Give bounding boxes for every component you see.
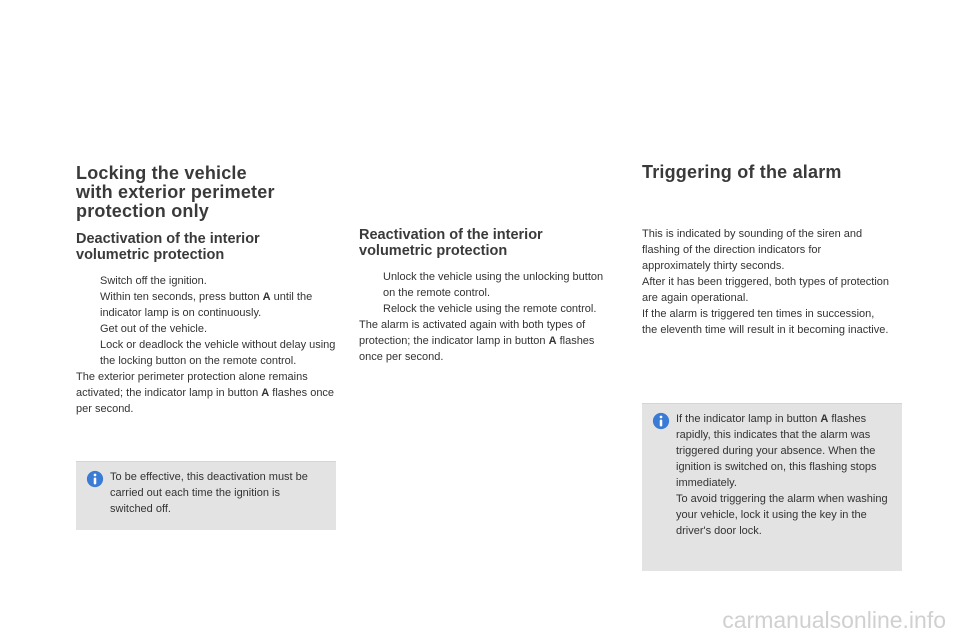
info-box-deactivation [76,461,336,530]
info-text: To be effective, this deactivation must be carried out each time the ignition is switched off. [110,471,308,515]
title-line: protection only [76,201,209,221]
info-icon [652,412,670,430]
column-triggering [642,163,892,338]
list-item: Relock the vehicle using the remote control. [383,303,597,315]
subtitle-line: volumetric protection [359,243,508,259]
subtitle-line: Deactivation of the interior [76,231,260,247]
triggering-description [642,226,892,338]
list-item: Get out of the vehicle. [100,323,208,335]
list-item: Lock or deadlock the vehicle without delay using the locking button on the remote control. [100,339,336,367]
column-reactivation [359,227,605,365]
watermark: carmanualsonline.info [722,607,946,633]
title-line: Locking the vehicle [76,163,247,183]
list-item: Switch off the ignition. [100,275,207,287]
subtitle-line: volumetric protection [76,247,225,263]
list-item: Unlock the vehicle using the unlocking button on the remote control. [383,271,604,299]
subtitle-line: Reactivation of the interior [359,227,543,243]
subtitle-reactivation [359,227,605,259]
info-box-triggering [642,403,902,571]
section-title-locking [76,164,338,221]
info-icon [86,470,104,488]
title-line: with exterior perimeter [76,182,275,202]
deactivation-result: The exterior perimeter protection alone remains activated; the indicator lamp in button A flashes once per second. [76,371,335,415]
reactivation-steps [359,269,605,317]
list-item: Within ten seconds, press button A until the indicator lamp is on continuously. [100,291,313,319]
paragraph: After it has been triggered, both types of protection are again operational. [642,276,890,304]
info-text: If the indicator lamp in button A flashes rapidly, this indicates that the alarm was triggered during your absence. When the ignition is switched on, this flashing stops immediately. To avoid triggering the alarm when washing your vehicle, lock it using the key in the driver's door lock. [676,413,888,537]
paragraph: If the alarm is triggered ten times in succession, the eleventh time will result in it becoming inactive. [642,308,889,336]
column-locking [76,164,338,417]
paragraph: This is indicated by sounding of the siren and flashing of the direction indicators for approximately thirty seconds. [642,228,863,272]
deactivation-steps [76,273,338,369]
subtitle-deactivation [76,231,338,263]
section-title-triggering: Triggering of the alarm [642,162,842,182]
reactivation-result: The alarm is activated again with both types of protection; the indicator lamp in button A flashes once per second. [359,319,595,363]
